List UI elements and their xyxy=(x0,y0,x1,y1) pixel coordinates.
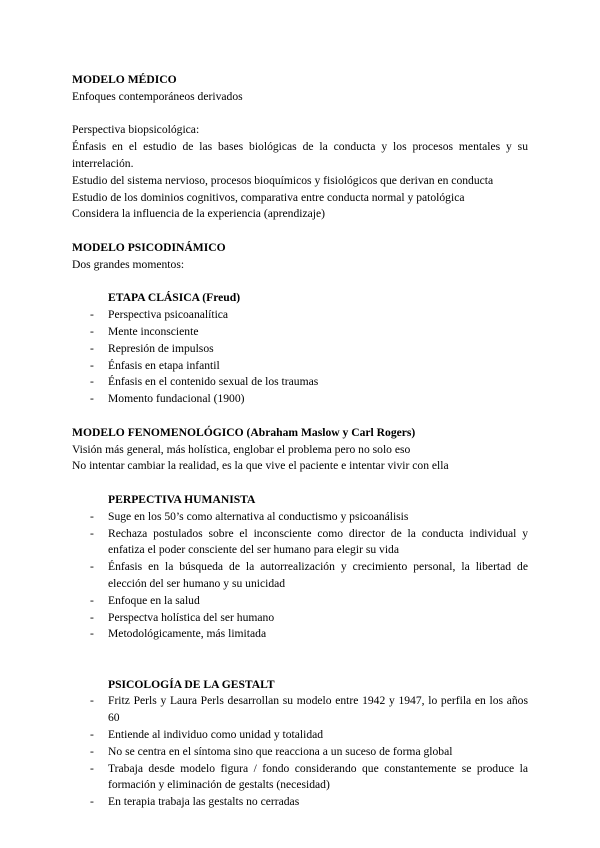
list-gestalt xyxy=(72,693,528,811)
list-item: - Momento fundacional (1900) xyxy=(108,391,528,408)
list-item: - Énfasis en el contenido sexual de los traumas xyxy=(108,374,528,391)
list-item: - Énfasis en etapa infantil xyxy=(108,358,528,375)
dash-bullet: - xyxy=(90,728,94,742)
section-subtitle-psicodinamico: Dos grandes momentos: xyxy=(72,257,185,271)
dash-bullet: - xyxy=(90,375,94,389)
list-item: - Fritz Perls y Laura Perls desarrollan su modelo entre 1942 y 1947, lo perfila en los años 60 xyxy=(90,694,528,725)
dash-bullet: - xyxy=(90,308,94,322)
section-title-medico: MODELO MÉDICO xyxy=(72,73,177,86)
paragraph-line: Énfasis en el estudio de las bases biológicas de la conducta y los procesos mentales y su interrelación. xyxy=(72,140,528,170)
dash-bullet: - xyxy=(90,761,94,775)
list-item: - En terapia trabaja las gestalts no cerradas xyxy=(108,794,528,811)
list-item: - No se centra en el síntoma sino que reacciona a un suceso de forma global xyxy=(108,744,528,761)
dash-bullet: - xyxy=(90,694,94,708)
dash-bullet: - xyxy=(90,392,94,406)
list-etapa-clasica xyxy=(72,307,528,408)
subsection-title-gestalt: PSICOLOGÍA DE LA GESTALT xyxy=(108,677,275,691)
list-item: - Represión de impulsos xyxy=(108,341,528,358)
list-item: - Suge en los 50’s como alternativa al conductismo y psicoanálisis xyxy=(108,509,528,526)
section-title-psicodinamico: MODELO PSICODINÁMICO xyxy=(72,240,226,254)
dash-bullet: - xyxy=(90,341,94,355)
dash-bullet: - xyxy=(90,560,94,574)
subsection-title-etapa-clasica: ETAPA CLÁSICA (Freud) xyxy=(108,291,241,305)
dash-bullet: - xyxy=(90,627,94,641)
heading-biopsicologica: Perspectiva biopsicológica: xyxy=(72,123,200,137)
dash-bullet: - xyxy=(90,526,94,540)
dash-bullet: - xyxy=(90,610,94,624)
list-item: - Trabaja desde modelo figura / fondo considerando que constantemente se produce la formación y eliminación de gestalts (necesidad) xyxy=(90,761,528,792)
paragraph-line: No intentar cambiar la realidad, es la que vive el paciente e intentar vivir con ella xyxy=(72,459,449,473)
list-item: - Perspectiva psicoanalítica xyxy=(108,307,528,324)
paragraph-line: Estudio de los dominios cognitivos, comparativa entre conducta normal y patológica xyxy=(72,190,465,204)
subsection-title-humanista: PERPECTIVA HUMANISTA xyxy=(108,492,256,506)
list-item: - Mente inconsciente xyxy=(108,324,528,341)
dash-bullet: - xyxy=(90,593,94,607)
paragraph-line: Considera la influencia de la experiencia (aprendizaje) xyxy=(72,207,325,221)
dash-bullet: - xyxy=(90,358,94,372)
section-subtitle-medico: Enfoques contemporáneos derivados xyxy=(72,89,243,103)
list-item: - Perspectva holística del ser humano xyxy=(108,610,528,627)
section-title-fenomenologico: MODELO FENOMENOLÓGICO (Abraham Maslow y Carl Rogers) xyxy=(72,425,416,439)
paragraph-line: Estudio del sistema nervioso, procesos bioquímicos y fisiológicos que derivan en conducta xyxy=(72,173,494,187)
list-item: - Metodológicamente, más limitada xyxy=(108,626,528,643)
list-humanista xyxy=(72,509,528,643)
dash-bullet: - xyxy=(90,744,94,758)
list-item: - Rechaza postulados sobre el inconsciente como director de la conducta individual y enfatiza el poder consciente del ser humano para elegir su vida xyxy=(90,526,528,557)
list-item: - Enfoque en la salud xyxy=(108,593,528,610)
paragraph-line: Visión más general, más holística, englobar el problema pero no solo eso xyxy=(72,442,411,456)
dash-bullet: - xyxy=(90,509,94,523)
dash-bullet: - xyxy=(90,324,94,338)
list-item: - Entiende al individuo como unidad y totalidad xyxy=(108,727,528,744)
dash-bullet: - xyxy=(90,795,94,809)
list-item: - Énfasis en la búsqueda de la autorrealización y crecimiento personal, la libertad de elección del ser humano y su unicidad xyxy=(90,560,528,590)
